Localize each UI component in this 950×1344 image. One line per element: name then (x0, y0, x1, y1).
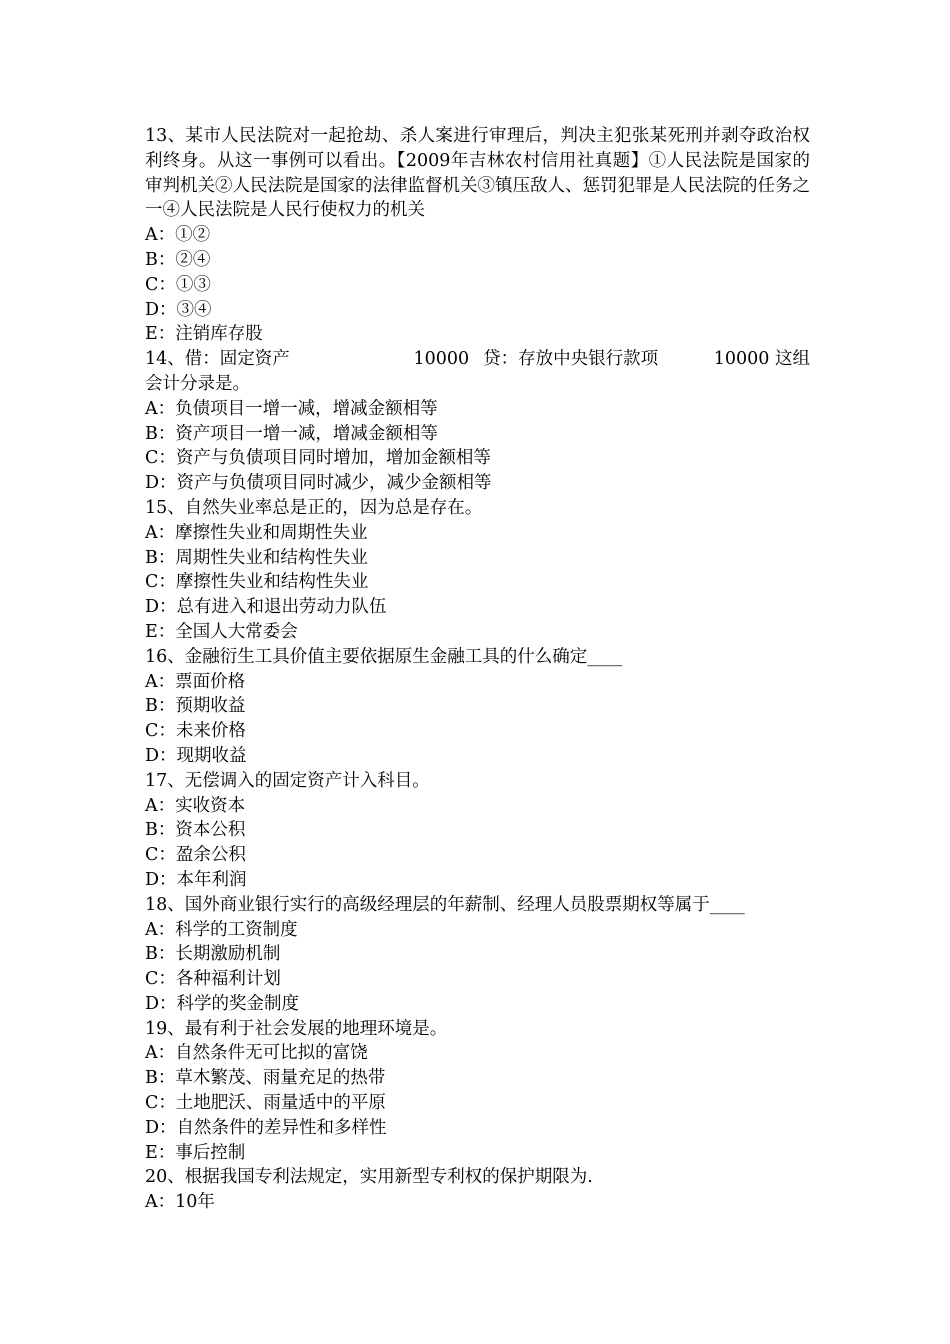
q19-option-a: A：自然条件无可比拟的富饶 (145, 1043, 368, 1064)
q20-option-a: A：10年 (145, 1192, 215, 1213)
question-13-text: 13、某市人民法院对一起抢劫、杀人案进行审理后，判决主犯张某死刑并剥夺政治权利终身。从这一事例可以看出。【2009年吉林农村信用社真题】①人民法院是国家的审判机关②人民法院是国家的法律监督机关③镇压敌人、惩罚犯罪是人民法院的任务之一④人民法院是人民行使权力的机关 (145, 126, 810, 221)
question-20-text: 20、根据我国专利法规定，实用新型专利权的保护期限为. (145, 1167, 593, 1188)
q19-option-d: D：自然条件的差异性和多样性 (145, 1117, 387, 1138)
q17-option-b: B：资本公积 (145, 820, 246, 841)
question-18-text: 18、国外商业银行实行的高级经理层的年薪制、经理人员股票期权等属于____ (145, 894, 745, 915)
q13-option-d: D：③④ (145, 299, 212, 320)
q16-option-a: A：票面价格 (145, 671, 246, 692)
q15-option-a: A：摩擦性失业和周期性失业 (145, 522, 368, 543)
q18-option-c: C：各种福利计划 (145, 969, 281, 990)
q16-option-d: D：现期收益 (145, 745, 247, 766)
q14-debit-amount: 10000 (413, 349, 470, 370)
q14-option-a: A：负债项目一增一减，增减金额相等 (145, 398, 438, 419)
question-14-continuation: 会计分录是。 (145, 373, 250, 394)
q14-option-b: B：资产项目一增一减，增减金额相等 (145, 423, 438, 444)
question-19-text: 19、最有利于社会发展的地理环境是。 (145, 1018, 448, 1039)
question-14-entry (145, 347, 810, 372)
q14-option-c: C：资产与负债项目同时增加，增加金额相等 (145, 448, 491, 469)
q13-option-a: A：①② (145, 225, 211, 246)
q15-option-d: D：总有进入和退出劳动力队伍 (145, 597, 387, 618)
q14-debit-account: 14、借：固定资产 (145, 349, 290, 370)
q18-option-a: A：科学的工资制度 (145, 919, 298, 940)
q13-option-c: C：①③ (145, 274, 211, 295)
q15-option-c: C：摩擦性失业和结构性失业 (145, 572, 369, 593)
q18-option-b: B：长期激励机制 (145, 944, 281, 965)
q17-option-a: A：实收资本 (145, 795, 246, 816)
q19-option-c: C：土地肥沃、雨量适中的平原 (145, 1093, 386, 1114)
q18-option-d: D：科学的奖金制度 (145, 993, 300, 1014)
q14-credit-amount: 10000 这组 (713, 349, 810, 370)
q13-option-b: B：②④ (145, 249, 211, 270)
q19-option-b: B：草木繁茂、雨量充足的热带 (145, 1068, 386, 1089)
q13-option-e: E：注销库存股 (145, 324, 263, 345)
q17-option-d: D：本年利润 (145, 869, 247, 890)
q16-option-c: C：未来价格 (145, 721, 246, 742)
q14-credit-account: 贷：存放中央银行款项 (483, 349, 659, 370)
document-body (145, 124, 810, 1215)
question-15-text: 15、自然失业率总是正的，因为总是存在。 (145, 497, 483, 518)
question-17-text: 17、无偿调入的固定资产计入科目。 (145, 770, 430, 791)
q15-option-e: E：全国人大常委会 (145, 621, 298, 642)
q17-option-c: C：盈余公积 (145, 845, 246, 866)
q19-option-e: E：事后控制 (145, 1142, 246, 1163)
q16-option-b: B：预期收益 (145, 696, 246, 717)
q15-option-b: B：周期性失业和结构性失业 (145, 547, 368, 568)
question-16-text: 16、金融衍生工具价值主要依据原生金融工具的什么确定____ (145, 646, 623, 667)
q14-option-d: D：资产与负债项目同时减少，减少金额相等 (145, 473, 492, 494)
